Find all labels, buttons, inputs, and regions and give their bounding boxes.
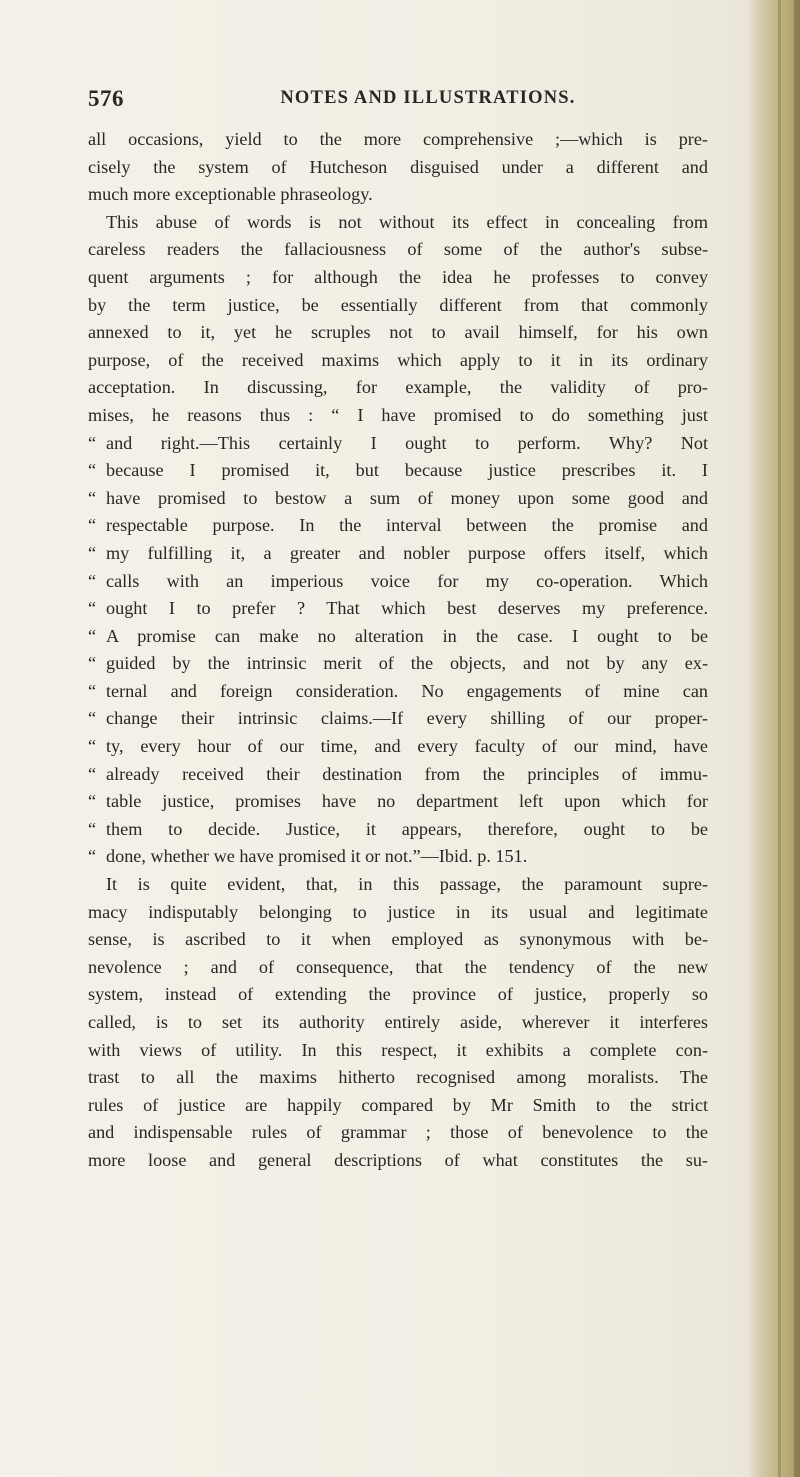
text-line: [88, 430, 708, 458]
line-text: calls with an imperious voice for my co-operation. Which: [106, 570, 708, 591]
line-text: because I promised it, but because justice prescribes it. I: [106, 460, 708, 481]
text-line: [88, 568, 708, 596]
text-line: [88, 981, 708, 1009]
text-line: [88, 899, 708, 927]
line-text: all occasions, yield to the more comprehensive ;—which is pre-: [88, 129, 708, 149]
line-text: A promise can make no alteration in the case. I ought to be: [106, 625, 708, 646]
line-text: with views of utility. In this respect, it exhibits a complete con-: [88, 1039, 708, 1060]
line-text: guided by the intrinsic merit of the objects, and not by any ex-: [106, 653, 708, 674]
line-text: ty, every hour of our time, and every faculty of our mind, have: [106, 736, 708, 757]
line-text: respectable purpose. In the interval between the promise and: [106, 515, 708, 536]
line-text: and indispensable rules of grammar ; those of benevolence to the: [88, 1122, 708, 1143]
quote-mark: “: [88, 515, 97, 536]
quote-mark: “: [88, 598, 97, 619]
quote-mark: “: [88, 736, 97, 757]
text-line: [88, 650, 708, 678]
quote-mark: “: [88, 625, 97, 646]
page-header: [88, 86, 708, 118]
text-line: [88, 1119, 708, 1147]
text-line: [88, 733, 708, 761]
quote-mark: “: [88, 763, 97, 784]
line-text: ought I to prefer ? That which best deserves my preference.: [106, 598, 708, 619]
line-text: mises, he reasons thus : “ I have promised to do something just: [88, 404, 708, 425]
page-number: 576: [88, 86, 124, 111]
line-text: acceptation. In discussing, for example, the validity of pro-: [88, 377, 708, 398]
text-line: [88, 264, 708, 292]
line-text: nevolence ; and of consequence, that the tendency of the new: [88, 956, 708, 977]
text-line: [88, 816, 708, 844]
line-text: annexed to it, yet he scruples not to avail himself, for his own: [88, 322, 708, 343]
line-text: trast to all the maxims hitherto recognised among moralists. The: [88, 1067, 708, 1088]
text-line: [88, 292, 708, 320]
line-text: table justice, promises have no department left upon which for: [106, 791, 708, 812]
quote-mark: “: [88, 791, 97, 812]
text-line: [88, 871, 708, 899]
text-line: [88, 154, 708, 182]
text-line: [88, 1092, 708, 1120]
text-line: [88, 485, 708, 513]
quote-mark: “: [88, 432, 97, 453]
line-text: have promised to bestow a sum of money upon some good and: [106, 487, 708, 508]
quote-mark: “: [88, 487, 97, 508]
text-line: [88, 236, 708, 264]
line-text: careless readers the fallaciousness of some of the author's subse-: [88, 239, 708, 260]
text-line: [88, 1064, 708, 1092]
line-text: system, instead of extending the province of justice, properly so: [88, 984, 708, 1005]
line-text: This abuse of words is not without its effect in concealing from: [106, 211, 708, 232]
line-text: rules of justice are happily compared by Mr Smith to the strict: [88, 1094, 708, 1115]
page-edge: [748, 0, 800, 1477]
line-text: cisely the system of Hutcheson disguised under a different and: [88, 156, 708, 177]
quote-mark: “: [88, 846, 97, 867]
text-line: [88, 209, 708, 237]
line-text: purpose, of the received maxims which apply to it in its ordinary: [88, 349, 708, 370]
line-text: done, whether we have promised it or not.”—Ibid. p. 151.: [106, 846, 528, 867]
line-text: and right.—This certainly I ought to perform. Why? Not: [106, 432, 708, 453]
text-line: [88, 623, 708, 651]
text-line: [88, 1147, 708, 1175]
text-line: [88, 374, 708, 402]
line-text: quent arguments ; for although the idea he professes to convey: [88, 266, 708, 287]
text-line: [88, 788, 708, 816]
text-line: [88, 678, 708, 706]
text-line: [88, 319, 708, 347]
quote-mark: “: [88, 818, 97, 839]
text-line: [88, 512, 708, 540]
running-title: NOTES AND ILLUSTRATIONS.: [280, 88, 576, 108]
text-line: [88, 705, 708, 733]
quote-mark: “: [88, 708, 97, 729]
line-text: more loose and general descriptions of what constitutes the su-: [88, 1149, 708, 1170]
quote-mark: “: [88, 460, 97, 481]
text-line: [88, 761, 708, 789]
quote-mark: “: [88, 570, 97, 591]
text-line: [88, 347, 708, 375]
text-line: [88, 457, 708, 485]
text-line: [88, 1009, 708, 1037]
line-text: much more exceptionable phraseology.: [88, 184, 373, 205]
text-line: [88, 540, 708, 568]
text-line: [88, 843, 708, 871]
text-line: [88, 595, 708, 623]
line-text: by the term justice, be essentially different from that commonly: [88, 294, 708, 315]
line-text: macy indisputably belonging to justice in its usual and legitimate: [88, 901, 708, 922]
line-text: ternal and foreign consideration. No engagements of mine can: [106, 680, 708, 701]
quote-mark: “: [88, 680, 97, 701]
text-line: [88, 402, 708, 430]
text-line: [88, 126, 708, 154]
quote-mark: “: [88, 653, 97, 674]
text-line: [88, 1037, 708, 1065]
line-text: them to decide. Justice, it appears, therefore, ought to be: [106, 818, 708, 839]
line-text: sense, is ascribed to it when employed as synonymous with be-: [88, 929, 708, 950]
body-text: [88, 126, 708, 1175]
line-text: my fulfilling it, a greater and nobler purpose offers itself, which: [106, 542, 708, 563]
text-line: [88, 181, 708, 209]
text-line: [88, 954, 708, 982]
line-text: called, is to set its authority entirely aside, wherever it interferes: [88, 1012, 708, 1032]
quote-mark: “: [88, 542, 97, 563]
text-line: [88, 926, 708, 954]
line-text: It is quite evident, that, in this passage, the paramount supre-: [106, 874, 708, 895]
line-text: change their intrinsic claims.—If every shilling of our proper-: [106, 708, 708, 729]
line-text: already received their destination from the principles of immu-: [106, 763, 708, 784]
